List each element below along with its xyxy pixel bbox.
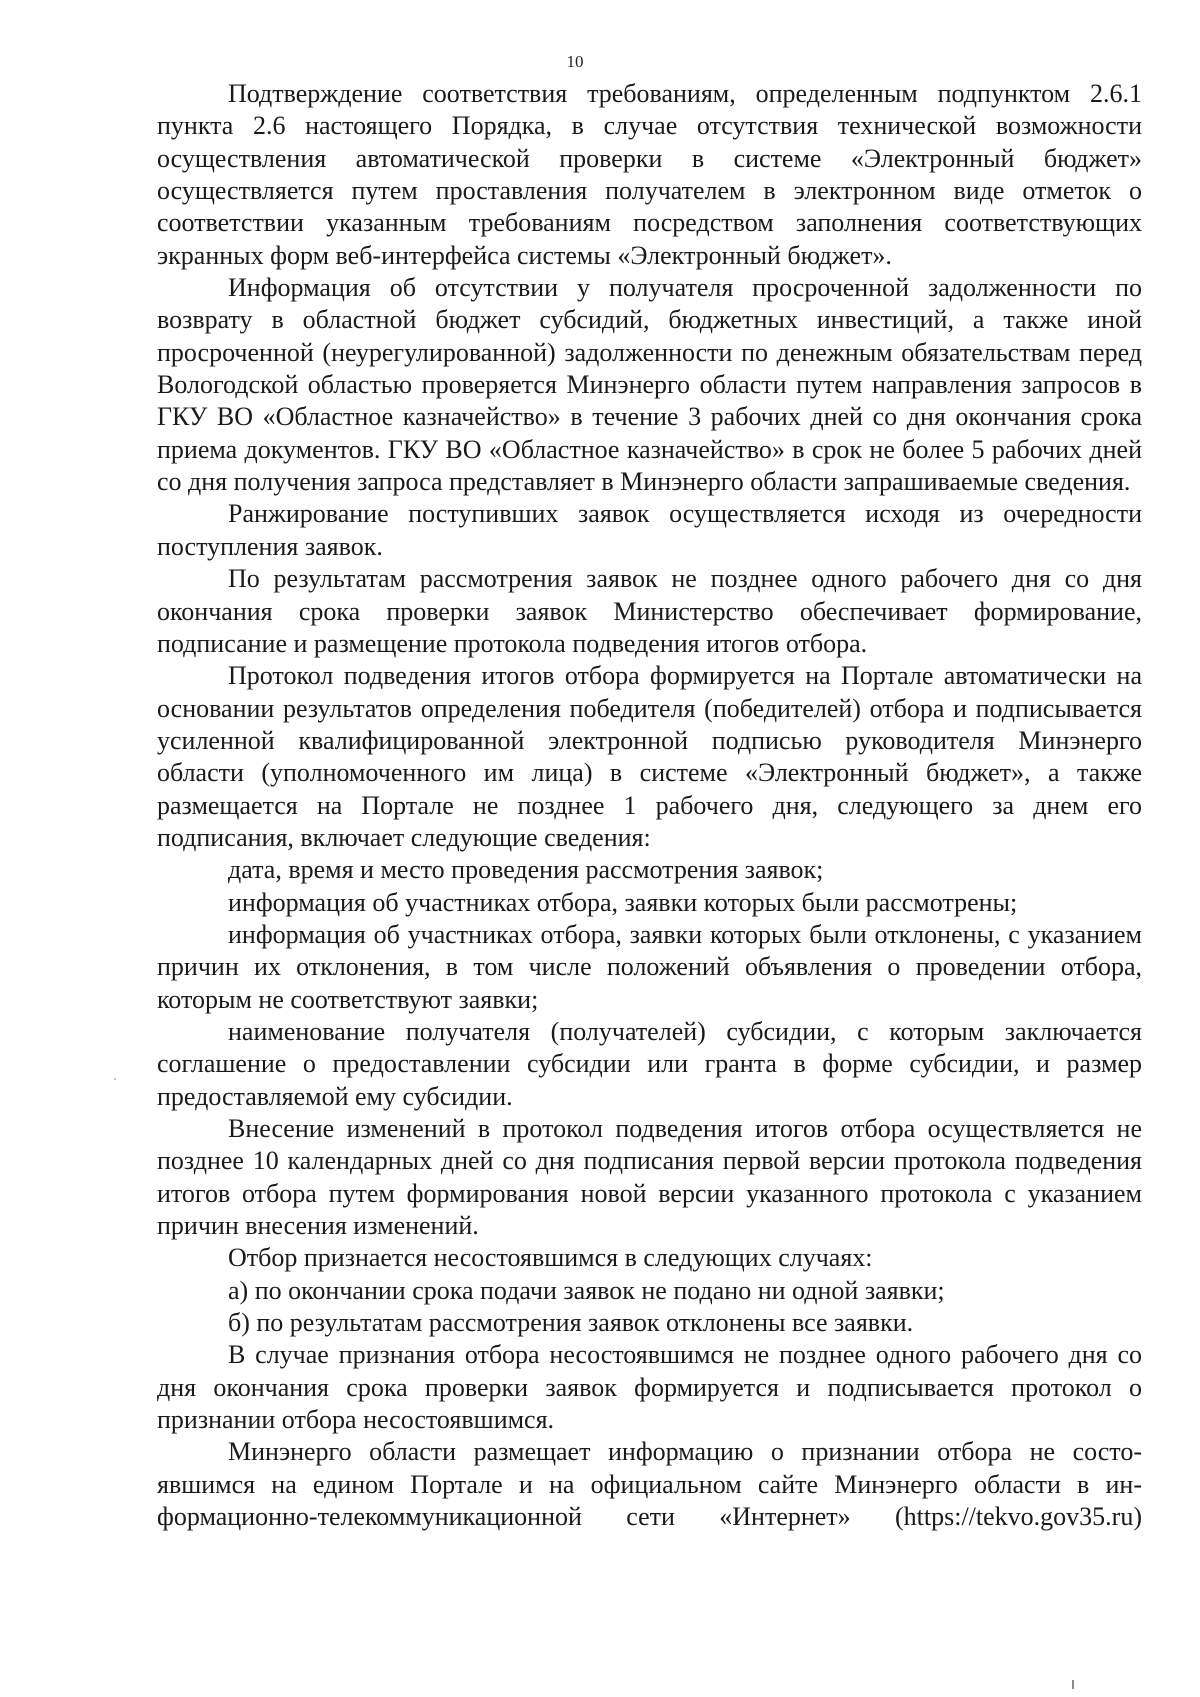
document-body	[157, 78, 1142, 1533]
list-item-participants-reviewed: информация об участниках отбора, заявки которых были рассмотрены;	[228, 887, 1018, 917]
paragraph-failed-selection: Отбор признается несостоявшимся в следующих случаях:	[228, 1243, 873, 1273]
page-number: 10	[566, 52, 584, 71]
paragraph-review-results: По результатам рассмотрения заявок не позднее одного рабочего дня со дня окончания срока проверки заявок Министерство обеспечивает формирование, подписание и размещение протокола подведения итогов отбора.	[157, 564, 1142, 658]
list-item-case-b: б) по результатам рассмотрения заявок отклонены все заявки.	[228, 1308, 914, 1338]
scan-artifact-dot	[114, 1078, 116, 1080]
list-item-date-time-place: дата, время и место проведения рассмотрения заявок;	[228, 855, 824, 885]
paragraph-protocol: Протокол подведения итогов отбора формируется на Портале автоматически на основании результатов определения победителя (победителей) отбора и подписывается усиленной квалифицированной электронной подписью руководителя Минэнерго области (уполномоченного им лица) в системе «Электронный бюджет», а также размещается на Портале не позднее 1 рабочего дня, следующего за днем его подписания, включает следующие сведения:	[157, 661, 1142, 852]
paragraph-ranking: Ранжирование поступивших заявок осуществляется исходя из очередности поступления заявок.	[157, 499, 1142, 561]
paragraph-publication: Минэнерго области размещает информацию о признании отбора не состоявшимся на едином Портале и на официальном сайте Минэнерго области в информационно-телекоммуникационной сети «Интернет» (https://tekvo.gov35.ru)	[157, 1437, 1142, 1532]
list-item-participants-rejected: информация об участниках отбора, заявки которых были отклонены, с указанием причин их отклонения, в том числе положений объявления о проведении отбора, которым не соответствуют заявки;	[157, 919, 1142, 1014]
scan-artifact-mark	[1072, 1680, 1074, 1689]
paragraph-debt-information: Информация об отсутствии у получателя просроченной задолженности по возврату в областной бюджет субсидий, бюджетных инвестиций, а также иной просроченной (неурегулированной) задолженности по денежным обязательствам перед Вологодской областью проверяется Минэнерго области путем направления запросов в ГКУ ВО «Областное казначейство» в течение 3 рабочих дней со дня окончания срока приема документов. ГКУ ВО «Областное казначейство» в срок не более 5 рабочих дней со дня получения запроса представляет в Минэнерго области запрашиваемые сведения.	[157, 273, 1142, 497]
list-item-recipient-name: наименование получателя (получателей) субсидии, с которым заключается соглашение о предоставлении субсидии или гранта в форме субсидии, и размер предоставляемой ему субсидии.	[157, 1016, 1142, 1111]
paragraph-failed-protocol: В случае признания отбора несостоявшимся не позднее одного рабочего дня со дня окончания срока проверки заявок формируется и подписывается протокол о признании отбора несостоявшимся.	[157, 1340, 1142, 1435]
paragraph-confirmation: Подтверждение соответствия требованиям, определенным подпунктом 2.6.1 пункта 2.6 настоящего Порядка, в случае отсутствия технической возможности осуществления автоматической проверки в системе «Электронный бюджет» осуществляется путем проставления получателем в электронном виде отметок о соответствии указанным требованиям посредством заполнения соответствующих экранных форм веб-интерфейса системы «Электронный бюджет».	[157, 79, 1142, 270]
paragraph-protocol-changes: Внесение изменений в протокол подведения итогов отбора осуществляется не позднее 10 календарных дней со дня подписания первой версии протокола подведения итогов отбора путем формирования новой версии указанного протокола с указанием причин внесения изменений.	[157, 1114, 1142, 1241]
list-item-case-a: а) по окончании срока подачи заявок не подано ни одной заявки;	[228, 1275, 945, 1305]
